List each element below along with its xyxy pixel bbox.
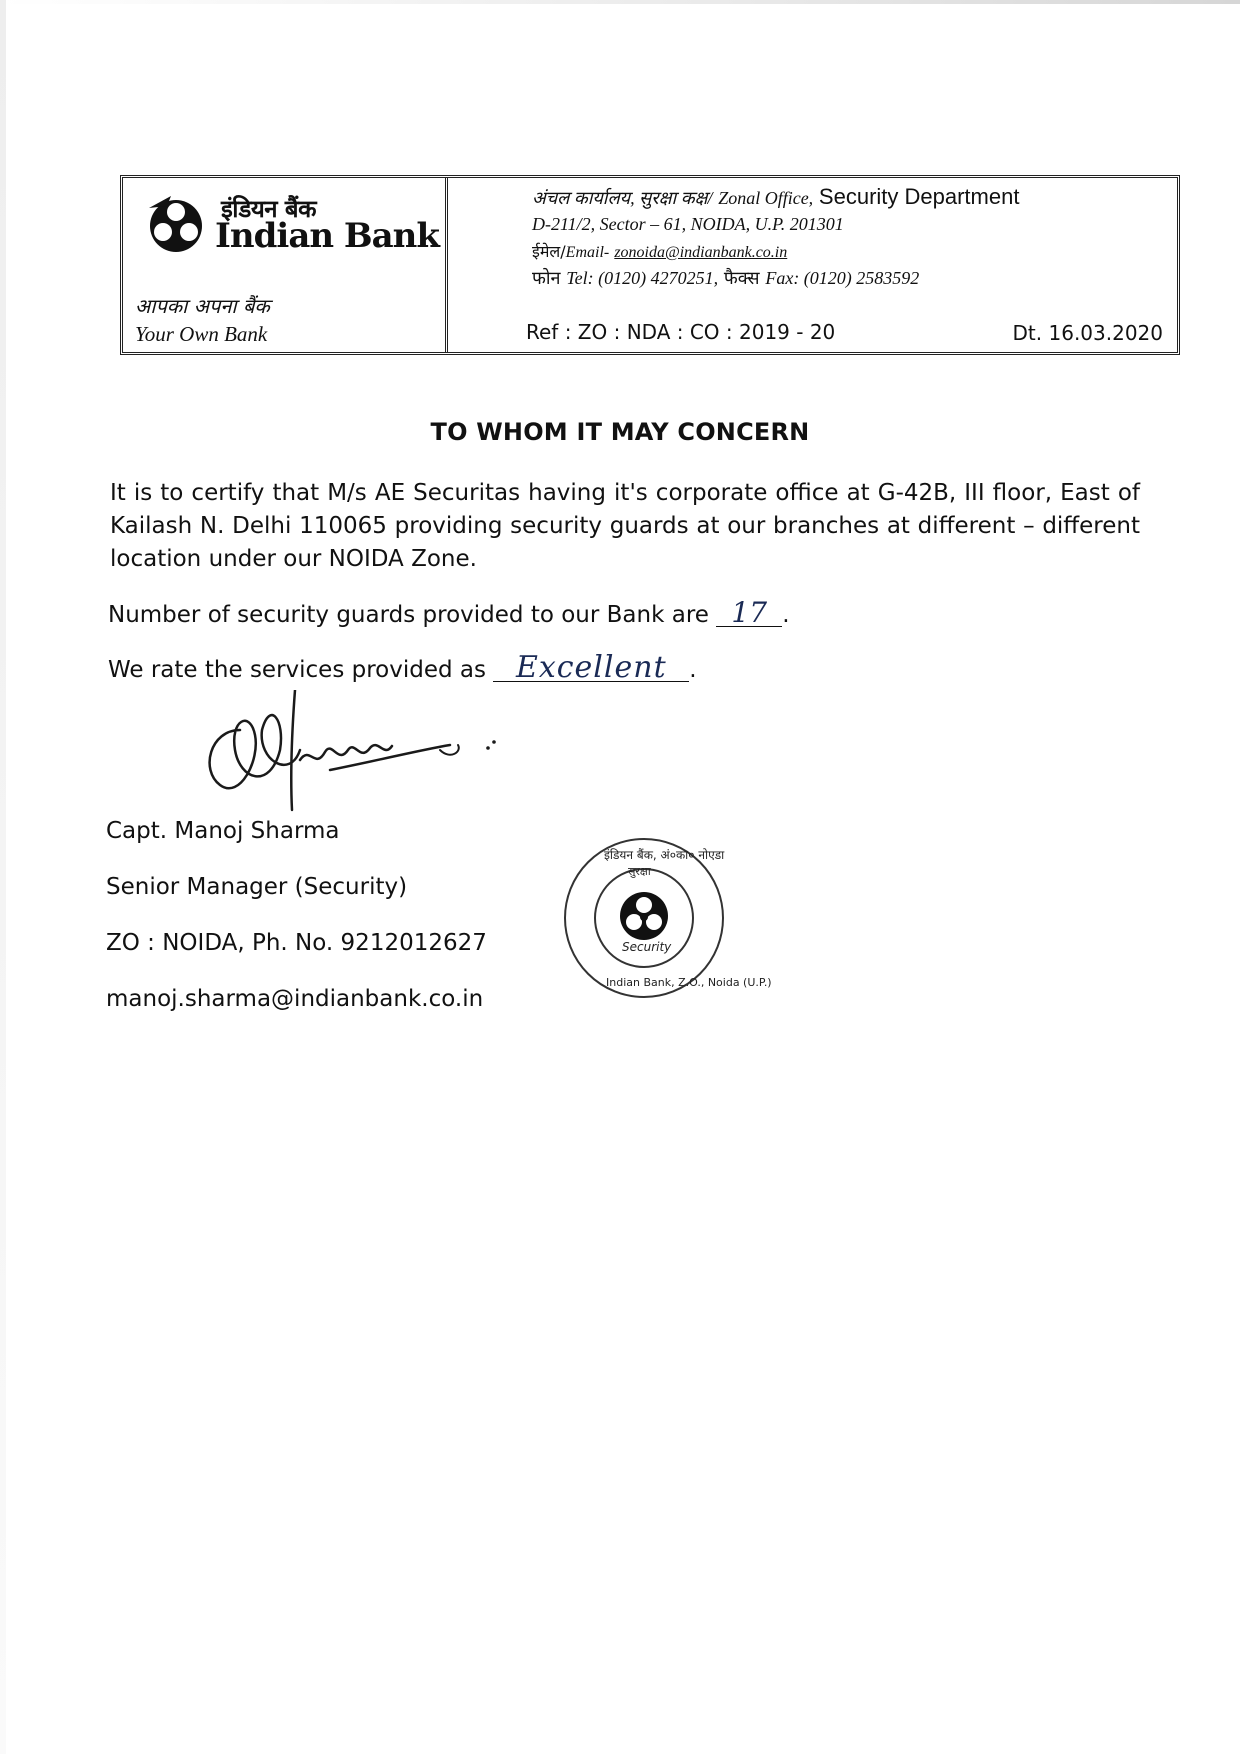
office-tel: Tel: (0120) 4270251, bbox=[566, 268, 719, 288]
department-name: Security Department bbox=[818, 184, 1020, 209]
email-label-hindi: ईमेल/ bbox=[532, 242, 566, 261]
email-line bbox=[532, 240, 787, 262]
rating-handwritten: Excellent bbox=[493, 655, 689, 682]
signature-image bbox=[200, 690, 540, 820]
guards-suffix: . bbox=[782, 602, 790, 628]
signatory-name: Capt. Manoj Sharma bbox=[106, 818, 340, 844]
tagline-hindi: आपका अपना बैंक bbox=[135, 294, 270, 318]
letter-heading: TO WHOM IT MAY CONCERN bbox=[430, 418, 810, 446]
bank-name-english: Indian Bank bbox=[215, 216, 439, 256]
stamp-bottom-text: Indian Bank, Z.O., Noida (U.P.) bbox=[606, 976, 772, 989]
office-english: Zonal Office, bbox=[718, 188, 814, 208]
stamp-label: Security bbox=[622, 940, 672, 954]
signatory-designation: Senior Manager (Security) bbox=[106, 874, 408, 900]
stamp-emblem-icon bbox=[616, 888, 672, 944]
guards-count-line bbox=[108, 596, 790, 629]
tel-label-hindi: फोन bbox=[532, 268, 561, 289]
letter-date: Dt. 16.03.2020 bbox=[1012, 321, 1163, 345]
office-hindi: अंचल कार्यालय, सुरक्षा कक्ष/ bbox=[532, 188, 713, 208]
letterhead-logo-panel bbox=[123, 178, 448, 352]
stamp-top-text: इंडियन बैंक, अं०का० नोएडा bbox=[604, 848, 725, 862]
stamp-sub-text: सुरक्षा bbox=[628, 865, 651, 878]
reference-number: Ref : ZO : NDA : CO : 2019 - 20 bbox=[526, 320, 836, 344]
guards-label: Number of security guards provided to our Bank are bbox=[108, 602, 709, 628]
office-line bbox=[532, 184, 1019, 210]
bank-name-hindi: इंडियन बैंक bbox=[221, 195, 317, 223]
scan-edge-left bbox=[0, 0, 6, 1754]
fax-label-hindi: फैक्स bbox=[723, 268, 760, 289]
signatory-office: ZO : NOIDA, Ph. No. 9212012627 bbox=[106, 930, 487, 956]
scan-edge-top bbox=[0, 0, 1240, 4]
security-department-stamp bbox=[564, 838, 772, 998]
certificate-paragraph: It is to certify that M/s AE Securitas having it's corporate office at G-42B, III floor, East of Kailash N. Delhi 110065 providing security guards at our branches at different – different location under our NOIDA Zone. bbox=[110, 480, 1140, 572]
rating-label: We rate the services provided as bbox=[108, 657, 486, 683]
signatory-email[interactable]: manoj.sharma@indianbank.co.in bbox=[106, 986, 484, 1012]
phone-line bbox=[532, 266, 919, 290]
email-label: Email- bbox=[565, 244, 610, 261]
office-email-link[interactable]: zonoida@indianbank.co.in bbox=[614, 244, 788, 261]
letterhead-address-panel bbox=[448, 178, 1177, 352]
office-address: D-211/2, Sector – 61, NOIDA, U.P. 201301 bbox=[532, 214, 844, 234]
bank-logo-icon bbox=[141, 194, 211, 254]
rating-suffix: . bbox=[689, 657, 697, 683]
letterhead bbox=[120, 175, 1180, 355]
tagline-english: Your Own Bank bbox=[135, 322, 268, 346]
service-rating-line bbox=[108, 650, 697, 685]
office-fax: Fax: (0120) 2583592 bbox=[765, 268, 920, 288]
guards-count-handwritten: 17 bbox=[716, 600, 782, 627]
